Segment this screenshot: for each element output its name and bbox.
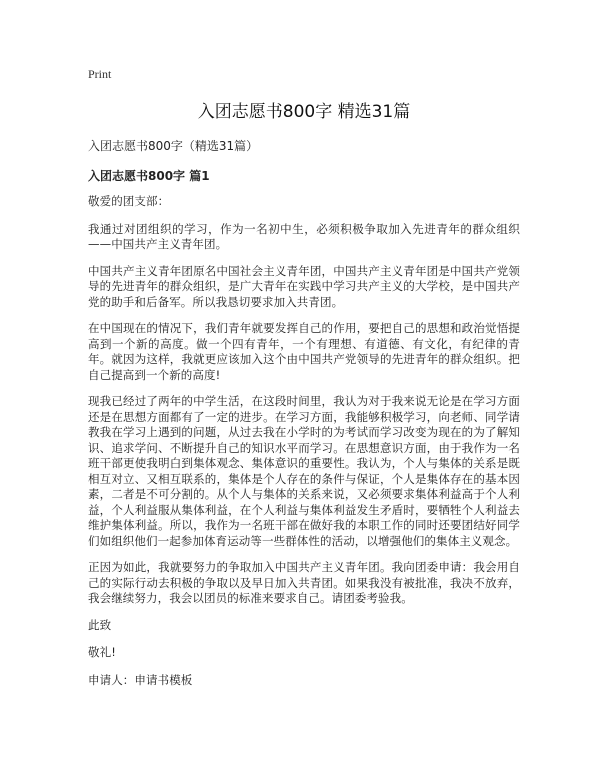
page-title: 入团志愿书800字 精选31篇 [197, 102, 411, 122]
paragraph-4: 现我已经过了两年的中学生活，在这段时间里，我认为对于我来说无论是在学习方面还是在思想方面都有了一定的进步。在学习方面，我能够积极学习，向老师、同学请教我在学习上遇到的问题，从过去我在小学时的为考试而学习改变为现在的为了解知识、追求学问、不断提升自己的知识水平而学习。在思想意识方面，由于我作为一名班干部更使我明白到集体观念、集体意识的重要性。我认为，个人与集体的关系是既相互对立、又相互联系的，集体是个人存在的条件与保证，个人是集体存在的基本因素，二者是不可分割的。从个人与集体的关系来说，又必须要求集体利益高于个人利益，个人利益服从集体利益，在个人利益与集体利益发生矛盾时，要牺牲个人利益去维护集体利益。所以，我作为一名班干部在做好我的本职工作的同时还要团结好同学们如组织他们一起参加体育运动等一些群体性的活动，以增强他们的集体主义观念。 [88, 394, 520, 548]
paragraph-5: 正因为如此，我就要努力的争取加入中国共产主义青年团。我向团委申请：我会用自己的实际行动去积极的争取以及早日加入共青团。如果我没有被批准，我决不放弃，我会继续努力，我会以团员的标准来要求自己。请团委考验我。 [88, 560, 520, 605]
document-page [88, 66, 520, 700]
closing-line-2: 敬礼! [88, 645, 116, 659]
subtitle: 入团志愿书800字（精选31篇） [88, 139, 259, 153]
section-heading: 入团志愿书800字 篇1 [88, 169, 210, 183]
applicant-signature: 申请人：申请书模板 [88, 672, 193, 687]
paragraph-2: 中国共产主义青年团原名中国社会主义青年团，中国共产主义青年团是中国共产党领导的先进青年的群众组织，是广大青年在实践中学习共产主义的大学校，是中国共产党的助手和后备军。所以我恳切要求加入共青团。 [88, 263, 520, 309]
salutation: 敬爱的团支部： [88, 194, 170, 208]
closing-line-1: 此致 [88, 617, 112, 632]
print-label: Print [88, 67, 112, 81]
paragraph-3: 在中国现在的情况下，我们青年就要发挥自己的作用，要把自己的思想和政治觉悟提高到一个新的高度。做一个四有青年，一个有理想、有道德、有文化，有纪律的青年。就因为这样，我就更应该加入这个由中国共产党领导的先进青年的群众组织。把自己提高到一个新的高度! [88, 321, 520, 382]
paragraph-1: 我通过对团组织的学习，作为一名初中生，必须积极争取加入先进青年的群众组织——中国共产主义青年团。 [88, 221, 520, 251]
